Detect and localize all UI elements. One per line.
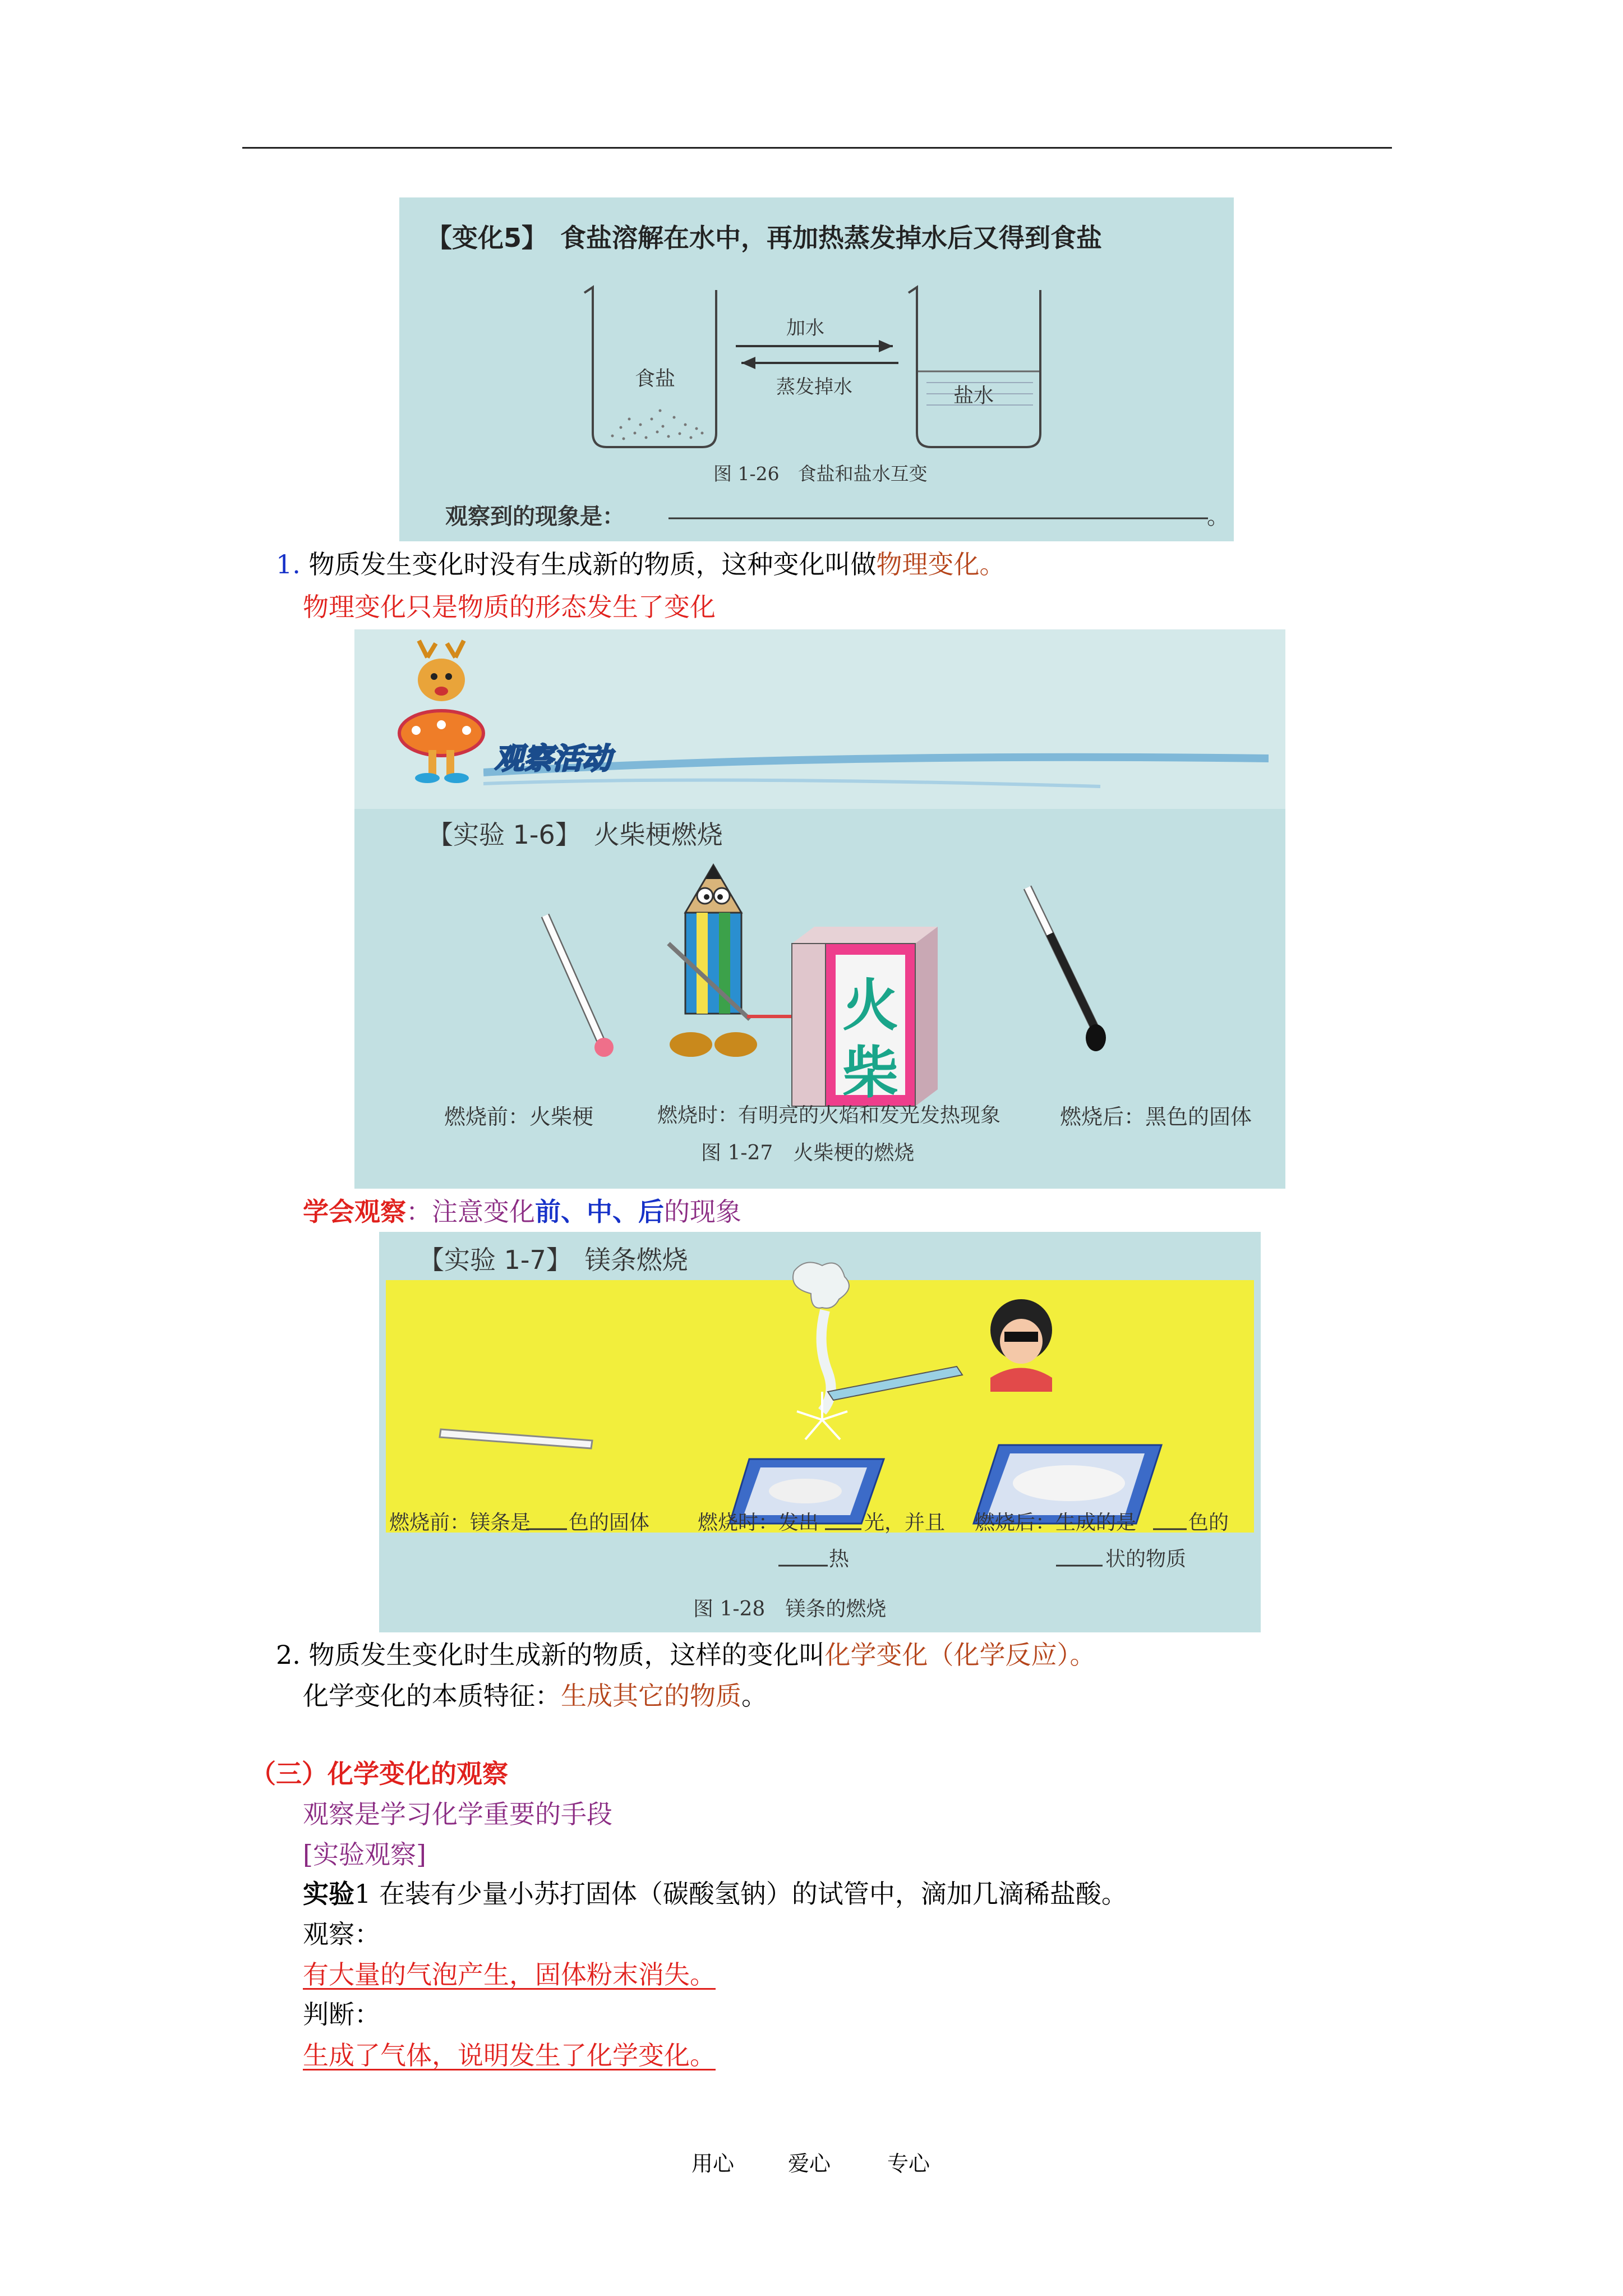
term-chemical-change: 化学变化（化学反应）。 [824,1640,1096,1670]
figure-match-burning [354,629,1285,1189]
paragraph-2 [276,1639,1096,1671]
experiment-1 [303,1878,1127,1910]
matchbox-char-2: 柴 [842,1040,898,1106]
label-during-burning: 燃烧时：有明亮的火焰和发光发热现象 [657,1104,1001,1127]
beaker-diagram [399,197,1234,541]
section-note: 观察是学习化学重要的手段 [303,1799,612,1829]
learn-observe-tail: 的现象 [664,1197,741,1227]
learn-observe-title: 学会观察 [303,1197,406,1227]
essence-term: 生成其它的物质 [561,1681,741,1711]
paragraph-1 [276,549,1006,580]
figure-heading: 【实验 1-7】 镁条燃烧 [418,1245,688,1275]
label-after-burning: 燃烧后：黑色的固体 [1060,1105,1252,1129]
paragraph-text: 物质发生变化时生成新的物质，这样的变化叫 [308,1640,825,1670]
figure-heading: 【实验 1-6】 火柴梗燃烧 [427,820,723,850]
observe-prompt: 观察到的现象是： [445,503,625,530]
term-physical-change: 物理变化。 [876,549,1006,579]
list-number: 2. [276,1640,301,1670]
section-title: （三）化学变化的观察 [250,1759,508,1789]
arrow-bottom-label: 蒸发掉水 [776,376,852,398]
label-before-b: 色的固体 [569,1511,650,1534]
figure-caption: 图 1-27 火柴梗的燃烧 [701,1142,915,1165]
beaker-right-label: 盐水 [953,384,994,407]
label-during-a: 燃烧时：发出 [698,1511,819,1534]
footer-word-3: 专心 [887,2151,930,2176]
observe-label: 观察： [303,1919,380,1949]
label-before-burning: 燃烧前：火柴梗 [444,1105,594,1129]
footer-word-2: 爱心 [788,2151,831,2176]
judge-label: 判断： [303,1999,380,2030]
physical-change-note: 物理变化只是物质的形态发生了变化 [303,592,716,622]
experiment-number: 1 [354,1879,371,1909]
paragraph-text: 物质发生变化时没有生成新的物质，这种变化叫做 [308,549,877,579]
figure-caption: 图 1-26 食盐和盐水互变 [713,463,928,485]
observe-end: 。 [1207,504,1229,530]
label-during-b: 光，并且 [864,1511,946,1534]
label-during-c: 热 [829,1548,850,1571]
experiment-text: 在装有少量小苏打固体（碳酸氢钠）的试管中，滴加几滴稀盐酸。 [379,1879,1127,1909]
figure-caption: 图 1-28 镁条的燃烧 [693,1598,887,1621]
header-rule [242,147,1392,149]
magnesium-illustrations [379,1232,1261,1632]
experiment-label: 实验 [303,1879,354,1909]
banner-title: 观察活动 [495,742,612,776]
learn-observe-keys: 前、中、后 [535,1197,664,1227]
label-after-a: 燃烧后：生成的是 [975,1511,1137,1534]
learn-observe-colon: ：注意变化 [406,1197,535,1227]
figure-magnesium-burning [379,1232,1261,1632]
judge-answer: 生成了气体，说明发生了化学变化。 [303,2040,716,2070]
label-after-b: 色的 [1188,1511,1229,1534]
observe-answer: 有大量的气泡产生，固体粉末消失。 [303,1959,716,1990]
figure-salt-water [399,197,1234,541]
label-after-c: 状的物质 [1105,1548,1187,1571]
learn-observe-line [303,1196,741,1227]
section-bracket: [实验观察] [303,1839,426,1870]
arrow-top-label: 加水 [786,317,824,339]
beaker-left-label: 食盐 [635,367,676,390]
essence-text: 化学变化的本质特征： [303,1681,561,1711]
footer-word-1: 用心 [691,2151,735,2176]
essence-end: 。 [741,1681,767,1711]
list-number: 1. [276,549,301,579]
paragraph-2-essence [303,1680,767,1711]
figure-heading: 【变化5】 食盐溶解在水中，再加热蒸发掉水后又得到食盐 [426,223,1103,253]
matchbox-char-1: 火 [842,973,898,1038]
label-before-a: 燃烧前：镁条是 [389,1511,531,1534]
